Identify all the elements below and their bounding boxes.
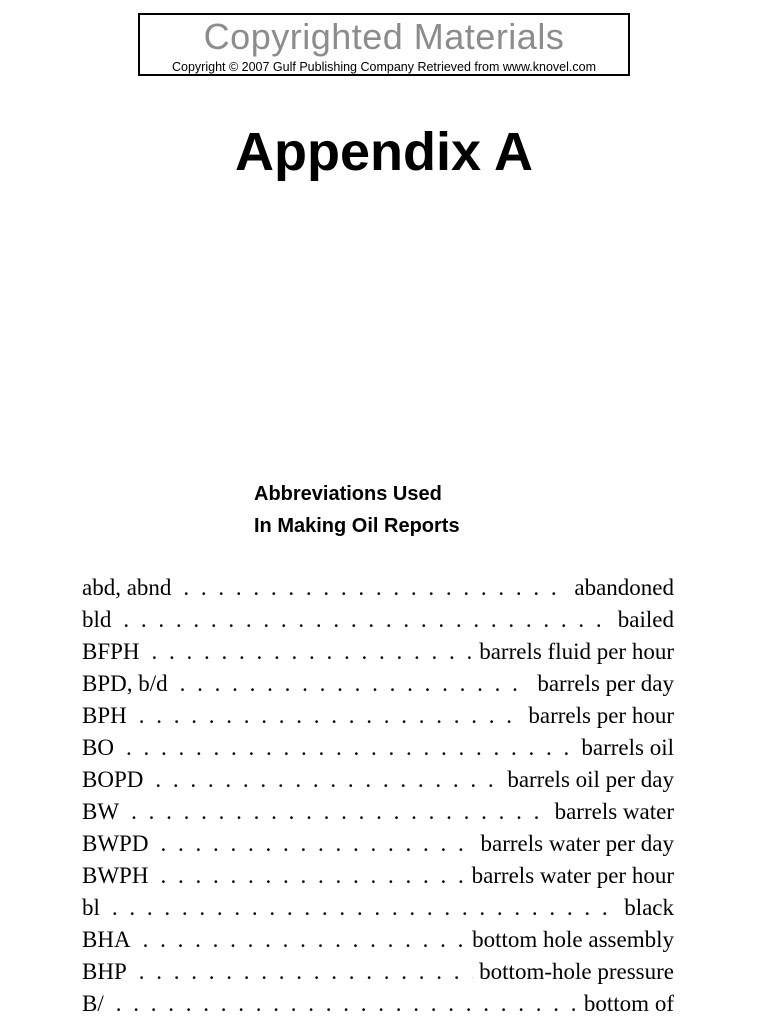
section-heading-line-1: Abbreviations Used xyxy=(254,483,442,505)
abbreviation-row xyxy=(82,668,674,700)
dot-leader xyxy=(183,572,568,604)
abbreviation-row xyxy=(82,732,674,764)
abbreviation-definition: bottom-hole pressure xyxy=(479,959,674,984)
dot-leader xyxy=(160,860,465,892)
abbreviation-term: abd, abnd xyxy=(82,575,172,600)
dot-leader xyxy=(131,796,549,828)
abbreviation-definition: abandoned xyxy=(574,575,674,600)
appendix-title: Appendix A xyxy=(234,122,533,182)
abbreviation-term: BW xyxy=(82,799,120,824)
dot-leader xyxy=(143,924,467,956)
abbreviation-term: BHA xyxy=(82,927,131,952)
dot-leader xyxy=(116,988,578,1020)
abbreviation-term: BFPH xyxy=(82,639,140,664)
abbreviation-row xyxy=(82,828,674,860)
dot-leader xyxy=(139,956,473,988)
dot-leader xyxy=(180,668,532,700)
section-heading xyxy=(254,478,460,542)
abbreviation-term: BPH xyxy=(82,703,127,728)
abbreviation-definition: barrels water xyxy=(554,799,674,824)
dot-leader xyxy=(155,764,501,796)
abbreviation-definition: barrels per day xyxy=(537,671,674,696)
dot-leader xyxy=(152,636,474,668)
abbreviation-definition: bottom of xyxy=(583,991,674,1016)
dot-leader xyxy=(123,604,611,636)
abbreviation-list xyxy=(82,572,674,1020)
abbreviation-term: BWPD xyxy=(82,831,149,856)
abbreviation-row xyxy=(82,636,674,668)
abbreviation-row xyxy=(82,924,674,956)
abbreviation-term: BPD, b/d xyxy=(82,671,168,696)
abbreviation-term: BWPH xyxy=(82,863,149,888)
section-heading-line-2: In Making Oil Reports xyxy=(254,515,460,537)
abbreviation-row xyxy=(82,860,674,892)
stamp-title: Copyrighted Materials xyxy=(203,16,565,57)
abbreviation-definition: barrels oil per day xyxy=(507,767,674,792)
stamp-copyright-line: Copyright © 2007 Gulf Publishing Company Retrieved from www.knovel.com xyxy=(172,60,596,74)
abbreviation-term: bl xyxy=(82,895,100,920)
abbreviation-row xyxy=(82,956,674,988)
abbreviation-term: BOPD xyxy=(82,767,144,792)
abbreviation-row xyxy=(82,892,674,924)
abbreviation-definition: barrels fluid per hour xyxy=(479,639,674,664)
abbreviation-definition: bailed xyxy=(617,607,674,632)
copyright-stamp xyxy=(138,13,630,76)
dot-leader xyxy=(139,700,523,732)
abbreviation-definition: barrels water per day xyxy=(480,831,674,856)
abbreviation-row xyxy=(82,604,674,636)
dot-leader xyxy=(160,828,474,860)
dot-leader xyxy=(112,892,618,924)
abbreviation-definition: barrels per hour xyxy=(528,703,674,728)
abbreviation-row xyxy=(82,700,674,732)
abbreviation-row xyxy=(82,764,674,796)
dot-leader xyxy=(126,732,575,764)
abbreviation-row xyxy=(82,572,674,604)
abbreviation-definition: barrels water per hour xyxy=(471,863,674,888)
abbreviation-row xyxy=(82,988,674,1020)
abbreviation-row xyxy=(82,796,674,828)
abbreviation-term: BHP xyxy=(82,959,127,984)
abbreviation-definition: black xyxy=(624,895,674,920)
abbreviation-term: BO xyxy=(82,735,114,760)
abbreviation-definition: bottom hole assembly xyxy=(472,927,674,952)
abbreviation-definition: barrels oil xyxy=(581,735,674,760)
abbreviation-term: B/ xyxy=(82,991,104,1016)
abbreviation-term: bld xyxy=(82,607,112,632)
